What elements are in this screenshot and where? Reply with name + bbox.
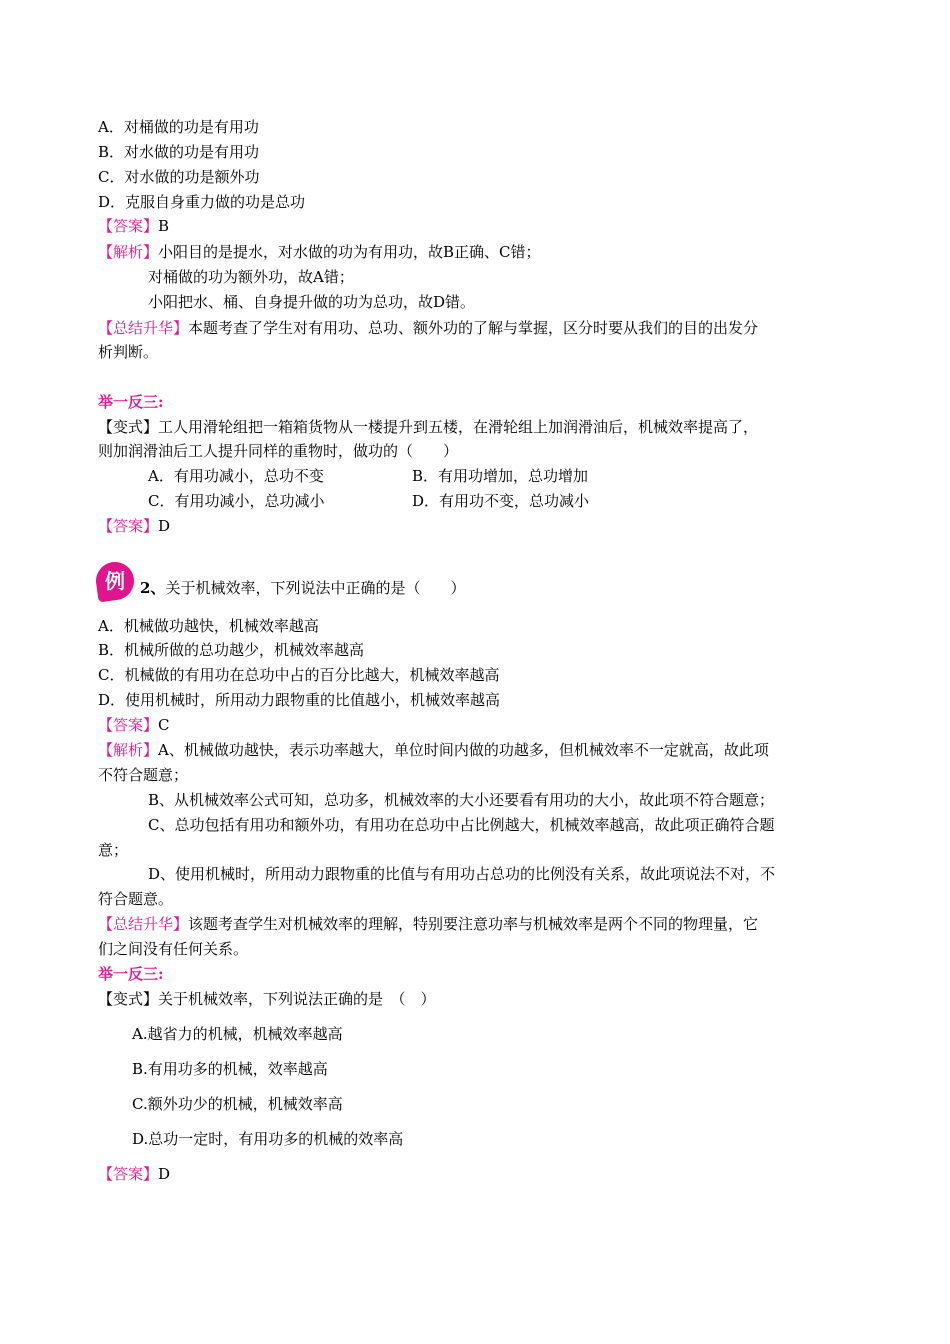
q1-analysis [98, 240, 541, 265]
q2-summary [98, 912, 758, 937]
q2-option-a: A．机械做功越快，机械效率越高 [98, 617, 319, 635]
q2-analysis-c: C、总功包括有用功和额外功，有用功在总功中占比例越大，机械效率越高，故此项正确符合题 [148, 816, 775, 834]
answer-tag: 【答案】 [98, 1165, 159, 1183]
analysis-tag: 【解析】 [98, 243, 159, 261]
q2-stem [140, 576, 465, 601]
variant-stem-text: 关于机械效率，下列说法正确的是 （ ） [158, 990, 436, 1008]
q1-answer [98, 214, 169, 239]
variant-tag: 【变式】 [98, 990, 159, 1008]
answer-value: D [158, 517, 171, 535]
q1-option-d: D．克服自身重力做的功是总功 [98, 193, 306, 211]
q1-analysis-line-2: 对桶做的功为额外功，故A错； [148, 268, 354, 286]
q1-option-b: B．对水做的功是有用功 [98, 143, 260, 161]
example-badge-icon: 例 [94, 560, 137, 603]
v2-option-d: D.总功一定时，有用功多的机械的效率高 [132, 1130, 404, 1148]
answer-value: B [158, 217, 170, 235]
variant-heading: 举一反三: [98, 393, 164, 411]
v2-stem [98, 987, 436, 1012]
question-stem: 关于机械效率，下列说法中正确的是（ ） [165, 579, 466, 597]
q2-analysis [98, 738, 769, 763]
q1-summary [98, 316, 758, 341]
q2-answer [98, 713, 170, 738]
q1-option-c: C．对水做的功是额外功 [98, 168, 260, 186]
summary-text: 该题考查学生对机械效率的理解，特别要注意功率与机械效率是两个不同的物理量，它 [188, 915, 759, 933]
v1-stem-line-2: 则加润滑油后工人提升同样的重物时，做功的（ ） [98, 442, 459, 460]
v1-option-a: A．有用功减小，总功不变 [148, 467, 324, 485]
v1-answer [98, 514, 170, 539]
q2-option-b: B．机械所做的总功越少，机械效率越高 [98, 641, 365, 659]
answer-tag: 【答案】 [98, 716, 159, 734]
q1-option-a: A．对桶做的功是有用功 [98, 118, 259, 136]
summary-text: 本题考查了学生对有用功、总功、额外功的了解与掌握，区分时要从我们的目的出发分 [188, 319, 759, 337]
q1-summary-line-2: 析判断。 [98, 343, 159, 361]
q1-analysis-line-3: 小阳把水、桶、自身提升做的功为总功，故D错。 [148, 293, 476, 311]
v2-answer [98, 1162, 170, 1187]
analysis-line: 小阳目的是提水，对水做的功为有用功，故B正确、C错； [158, 243, 541, 261]
answer-tag: 【答案】 [98, 217, 159, 235]
q2-analysis-b: B、从机械效率公式可知，总功多，机械效率的大小还要看有用功的大小，故此项不符合题意； [148, 791, 775, 809]
v2-option-c: C.额外功少的机械，机械效率高 [132, 1095, 343, 1113]
summary-tag: 【总结升华】 [98, 915, 189, 933]
q2-option-d: D．使用机械时，所用动力跟物重的比值越小，机械效率越高 [98, 691, 501, 709]
answer-value: C [158, 716, 170, 734]
q2-analysis-a-cont: 不符合题意； [98, 766, 189, 784]
v1-option-c: C．有用功减小，总功减小 [148, 492, 325, 510]
answer-value: D [158, 1165, 171, 1183]
variant-tag: 【变式】 [98, 418, 159, 436]
variant-heading: 举一反三: [98, 965, 164, 983]
v1-option-b: B．有用功增加，总功增加 [412, 467, 589, 485]
q2-analysis-d-cont: 符合题意。 [98, 890, 174, 908]
q2-analysis-d: D、使用机械时，所用动力跟物重的比值与有用功占总功的比例没有关系，故此项说法不对，不 [148, 865, 776, 883]
v2-option-a: A.越省力的机械，机械效率越高 [132, 1025, 343, 1043]
analysis-tag: 【解析】 [98, 741, 159, 759]
answer-tag: 【答案】 [98, 517, 159, 535]
q2-option-c: C．机械做的有用功在总功中占的百分比越大，机械效率越高 [98, 666, 500, 684]
summary-tag: 【总结升华】 [98, 319, 189, 337]
analysis-a-text: A、机械做功越快，表示功率越大，单位时间内做的功越多，但机械效率不一定就高，故此项 [158, 741, 769, 759]
q2-analysis-c-cont: 意； [98, 841, 129, 859]
v1-stem [98, 415, 758, 440]
v1-option-d: D．有用功不变，总功减小 [412, 492, 590, 510]
variant-stem-text: 工人用滑轮组把一箱箱货物从一楼提升到五楼，在滑轮组上加润滑油后，机械效率提高了， [158, 418, 759, 436]
question-number: 2、 [140, 579, 166, 597]
q2-summary-line-2: 们之间没有任何关系。 [98, 940, 249, 958]
v2-option-b: B.有用功多的机械，效率越高 [132, 1060, 328, 1078]
